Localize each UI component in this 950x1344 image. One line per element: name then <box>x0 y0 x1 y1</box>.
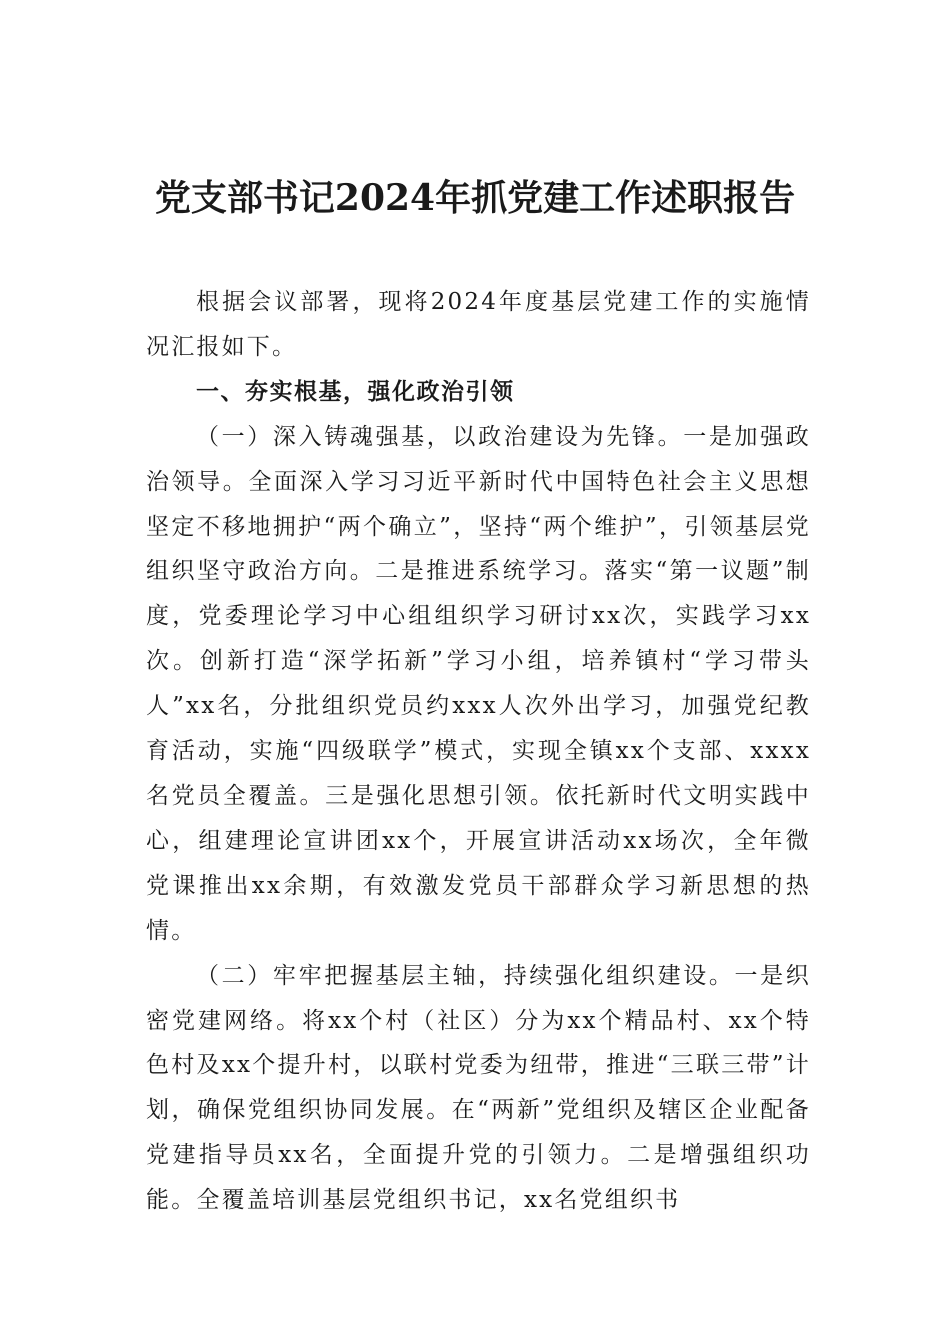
document-body <box>146 280 811 1223</box>
document-title: 党支部书记2024年抓党建工作述职报告 <box>154 177 796 219</box>
paragraph-2: （二）牢牢把握基层主轴，持续强化组织建设。一是织密党建网络。将xx个村（社区）分为xx个精品村、xx个特色村及xx个提升村，以联村党委为纽带，推进“三联三带”计划，确保党组织协同发展。在“两新”党组织及辖区企业配备党建指导员xx名，全面提升党的引领力。二是增强组织功能。全覆盖培训基层党组织书记，xx名党组织书 <box>146 962 811 1214</box>
paragraph-1: （一）深入铸魂强基，以政治建设为先锋。一是加强政治领导。全面深入学习习近平新时代中国特色社会主义思想坚定不移地拥护“两个确立”，坚持“两个维护”，引领基层党组织坚守政治方向。二是推进系统学习。落实“第一议题”制度，党委理论学习中心组组织学习研讨xx次，实践学习xx次。创新打造“深学拓新”学习小组，培养镇村“学习带头人”xx名，分批组织党员约xxx人次外出学习，加强党纪教育活动，实施“四级联学”模式，实现全镇xx个支部、xxxx名党员全覆盖。三是强化思想引领。依托新时代文明实践中心，组建理论宣讲团xx个，开展宣讲活动xx场次，全年微党课推出xx余期，有效激发党员干部群众学习新思想的热情。 <box>146 423 811 944</box>
section-heading: 一、夯实根基，强化政治引领 <box>196 378 515 405</box>
intro-paragraph: 根据会议部署，现将2024年度基层党建工作的实施情况汇报如下。 <box>146 289 811 360</box>
